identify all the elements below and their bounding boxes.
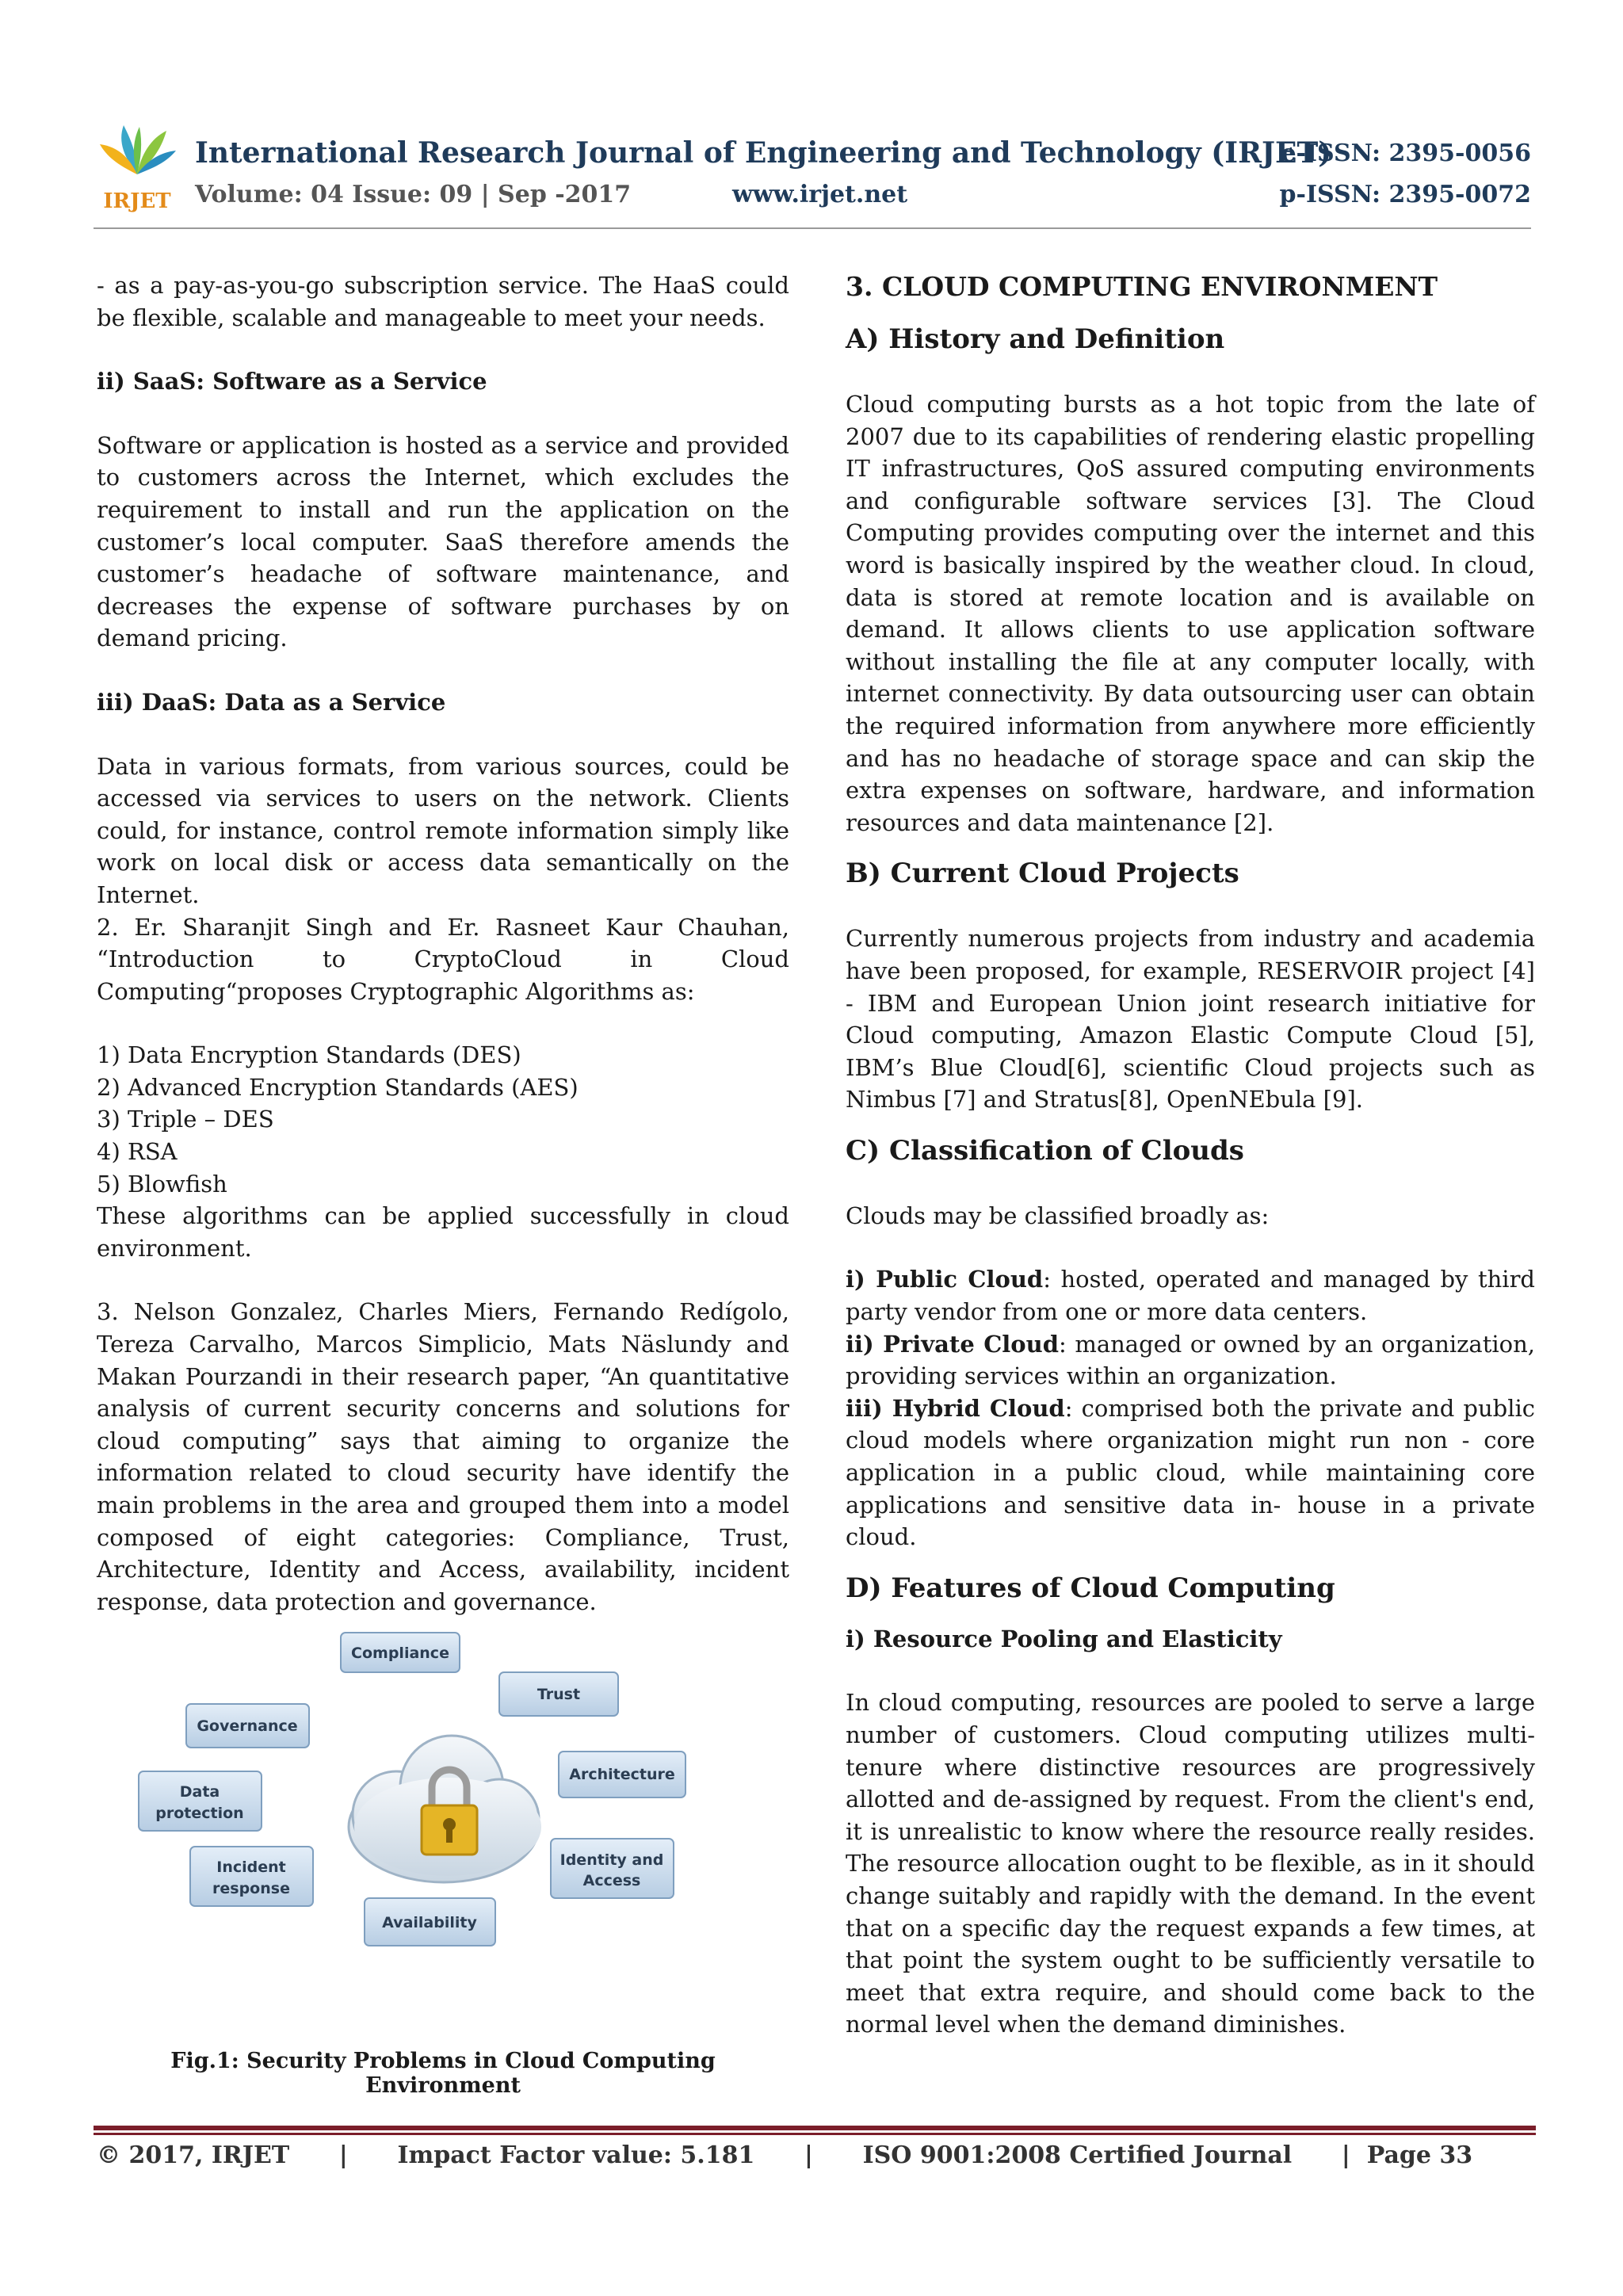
hybrid-cloud-text: : comprised both the private and public cloud models where organization might run non - core application in a public cloud, while maintaining core applications and sensitive data in- house in a private cloud. — [846, 1394, 1535, 1551]
page-header — [94, 119, 1531, 230]
pissn: p-ISSN: 2395-0072 — [1279, 181, 1531, 208]
haas-continuation: - as a pay-as-you-go subscription service. The HaaS could be flexible, scalable and manageable to meet your needs. — [97, 272, 789, 331]
algorithm-item: 1) Data Encryption Standards (DES) — [97, 1041, 521, 1069]
data-protection-label-1: Data — [179, 1783, 220, 1801]
hybrid-cloud-label: iii) Hybrid Cloud — [846, 1394, 1065, 1422]
data-protection-box — [139, 1771, 262, 1831]
journal-title: International Research Journal of Engineering and Technology (IRJET) — [195, 136, 1332, 170]
daas-text: Data in various formats, from various sources, could be accessed via services to users on the network. Clients could, for instance, control remote information simply like work on local disk or access data semantically on the Internet. — [97, 752, 789, 908]
hybrid-cloud-item — [846, 1392, 1535, 1553]
algorithm-item: 2) Advanced Encryption Standards (AES) — [97, 1073, 579, 1101]
architecture-box — [559, 1752, 685, 1797]
daas-heading: iii) DaaS: Data as a Service — [97, 688, 446, 716]
identity-access-box — [551, 1839, 674, 1898]
public-cloud-item — [846, 1263, 1535, 1328]
page-footer — [97, 2141, 1472, 2169]
saas-heading: ii) SaaS: Software as a Service — [97, 368, 487, 395]
footer-copyright: © 2017, IRJET — [97, 2141, 290, 2169]
compliance-box — [341, 1633, 460, 1672]
algorithms-note: These algorithms can be applied successfully in cloud environment. — [97, 1202, 789, 1262]
availability-box — [365, 1898, 495, 1946]
figure-diagram — [127, 1617, 761, 2013]
footer-separator: | — [338, 2141, 348, 2169]
resource-pooling-text: In cloud computing, resources are pooled to serve a large number of customers. Cloud computing utilizes multi-tenure where distinctive resources are progressively allotted and de-assigned by request. From the client's end, it is unrealistic to know where the resource really resides. The resource allocation ought to be flexible, as in it should change suitably and rapidly with the demand. In the event that on a specific day the request expands a few times, at that point the system ought to be sufficiently versatile to meet that extra require, and should come back to the normal level when the demand diminishes. — [846, 1689, 1535, 2038]
classification-heading: C) Classification of Clouds — [846, 1134, 1244, 1167]
footer-rule-thin — [94, 2133, 1536, 2135]
figure-caption: Fig.1: Security Problems in Cloud Computing Environment — [170, 2049, 716, 2098]
footer-impact-factor: Impact Factor value: 5.181 — [397, 2141, 755, 2169]
history-heading: A) History and Definition — [846, 323, 1225, 355]
footer-separator: | — [804, 2141, 813, 2169]
projects-text: Currently numerous projects from industry and academia have been proposed, for example, RESERVOIR project [4] - IBM and European Union joint research initiative for Cloud computing, Amazon Elastic Compute Cloud [5], IBM’s Blue Cloud[6], scientific Cloud projects such as Nimbus [7] and Stratus[8], OpenNEbula [9]. — [846, 925, 1535, 1114]
incident-label-2: response — [212, 1880, 290, 1897]
reference-3: 3. Nelson Gonzalez, Charles Miers, Fernando Redígolo, Tereza Carvalho, Marcos Simplicio, Mats Näslundy and Makan Pourzandi in their research paper, “An quantitative analysis of current security concerns and solutions for cloud computing” says that aiming to organize the information related to cloud security have identify the main problems in the area and grouped them into a model composed of eight categories: Compliance, Trust, Architecture, Identity and Access, availability, incident response, data protection and governance. — [97, 1298, 789, 1615]
algorithm-item: 4) RSA — [97, 1138, 178, 1166]
incident-response-box — [190, 1847, 313, 1906]
history-text: Cloud computing bursts as a hot topic from the late of 2007 due to its capabilities of rendering elastic propelling IT infrastructures, QoS assured computing environments and configurable software services [3]. The Cloud Computing provides computing over the internet and this word is basically inspired by the weather cloud. In cloud, data is stored at remote location and is available on demand. It allows clients to use application software without installing the file at any computer locally, with internet connectivity. By data outsourcing user can obtain the required information from anywhere more efficiently and has no headache of storage space and can skip the extra expenses on software, hardware, and information resources and data maintenance [2]. — [846, 391, 1535, 836]
footer-iso: ISO 9001:2008 Certified Journal — [862, 2141, 1293, 2169]
algorithm-item: 3) Triple – DES — [97, 1106, 274, 1133]
private-cloud-item — [846, 1328, 1535, 1392]
logo-text: IRJET — [103, 189, 171, 213]
footer-page-number: Page 33 — [1366, 2141, 1473, 2169]
architecture-label: Architecture — [569, 1766, 675, 1783]
footer-rule — [94, 2126, 1536, 2130]
section-title: 3. CLOUD COMPUTING ENVIRONMENT — [846, 271, 1438, 302]
incident-label-1: Incident — [216, 1859, 286, 1876]
private-cloud-label: ii) Private Cloud — [846, 1330, 1059, 1358]
volume-info: Volume: 04 Issue: 09 | Sep -2017 — [195, 181, 632, 208]
identity-label-2: Access — [582, 1872, 641, 1889]
private-cloud-text: : managed or owned by an organization, providing services within an organization. — [846, 1330, 1535, 1390]
left-column — [97, 269, 789, 1618]
footer-separator: | — [1341, 2141, 1350, 2169]
data-protection-label-2: protection — [155, 1805, 244, 1822]
saas-text: Software or application is hosted as a service and provided to customers across the Internet, which excludes the requirement to install and run the application on the customer’s local computer. SaaS therefore amends the customer’s headache of software maintenance, and decreases the expense of software purchases by on demand pricing. — [97, 431, 789, 652]
trust-label: Trust — [537, 1686, 581, 1703]
irjet-logo-icon — [94, 119, 181, 214]
header-divider — [94, 227, 1531, 229]
availability-label: Availability — [382, 1914, 477, 1931]
resource-pooling-heading: i) Resource Pooling and Elasticity — [846, 1625, 1282, 1652]
algorithm-item: 5) Blowfish — [97, 1170, 227, 1198]
reference-2: 2. Er. Sharanjit Singh and Er. Rasneet Kaur Chauhan, “Introduction to CryptoCloud in Cloud Computing“proposes Cryptographic Algorithms as: — [97, 913, 789, 1005]
right-column — [846, 269, 1535, 2041]
governance-box — [186, 1704, 309, 1748]
compliance-label: Compliance — [351, 1645, 449, 1662]
eissn: e-ISSN: 2395-0056 — [1281, 139, 1531, 167]
security-problems-figure — [127, 1617, 761, 2013]
projects-heading: B) Current Cloud Projects — [846, 858, 1239, 890]
website-link[interactable]: www.irjet.net — [732, 181, 908, 208]
trust-box — [499, 1672, 618, 1716]
public-cloud-text: : hosted, operated and managed by third party vendor from one or more data centers. — [846, 1266, 1535, 1326]
classification-intro: Clouds may be classified broadly as: — [846, 1201, 1270, 1229]
public-cloud-label: i) Public Cloud — [846, 1266, 1044, 1293]
identity-label-1: Identity and — [559, 1851, 664, 1869]
governance-label: Governance — [197, 1717, 298, 1735]
features-heading: D) Features of Cloud Computing — [846, 1572, 1335, 1604]
